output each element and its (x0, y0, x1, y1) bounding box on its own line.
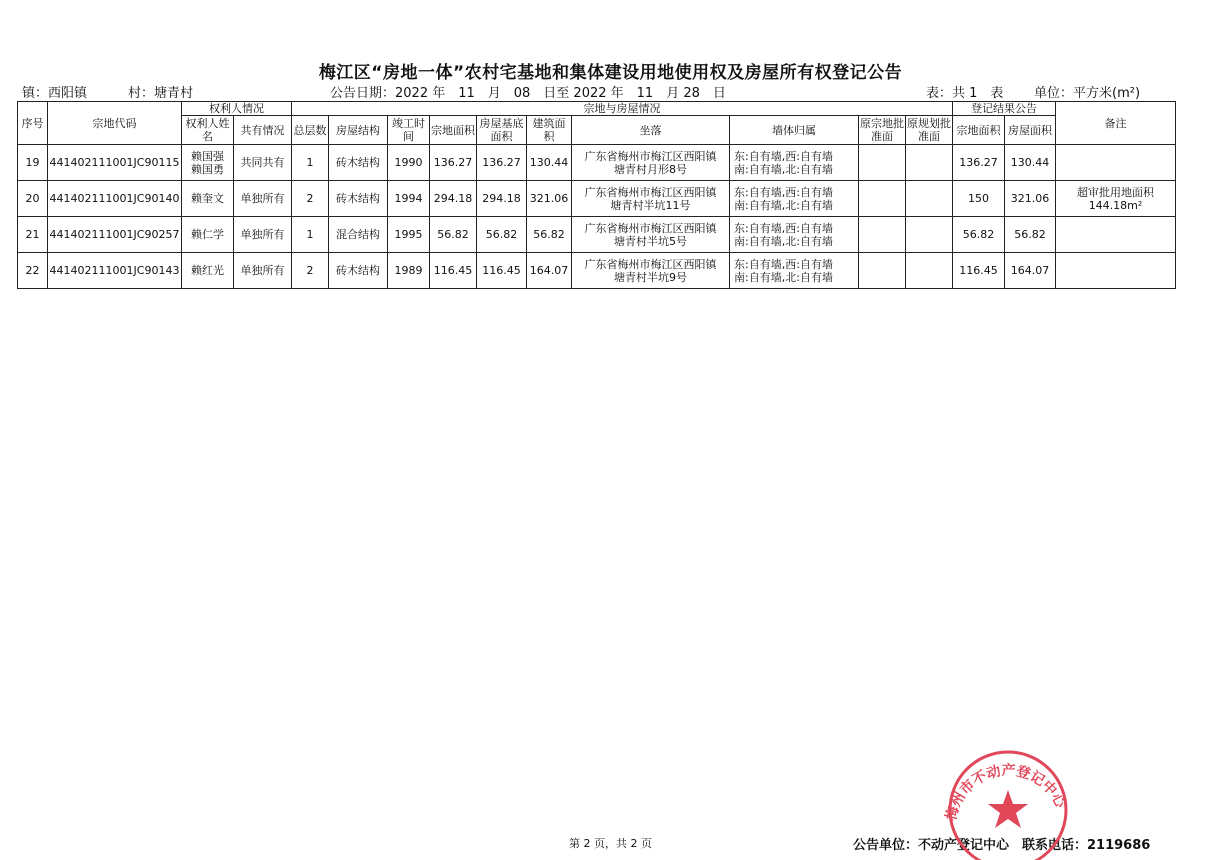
cell-floors: 1 (292, 145, 329, 181)
cell-seq: 19 (18, 145, 48, 181)
town-label: 镇：西阳镇 (22, 86, 88, 101)
cell-walls: 东:自有墙,西:自有墙 南:自有墙,北:自有墙 (730, 145, 859, 181)
cell-result-house: 130.44 (1005, 145, 1056, 181)
cell-base-area: 56.82 (477, 217, 527, 253)
header-walls: 墙体归属 (730, 116, 859, 145)
cell-holder-name: 赖国强 赖国勇 (182, 145, 234, 181)
header-orig-land: 原宗地批准面 (860, 117, 904, 143)
cell-walls: 东:自有墙,西:自有墙 南:自有墙,北:自有墙 (730, 253, 859, 289)
cell-year: 1990 (388, 145, 430, 181)
table-row (18, 181, 1176, 217)
header-base-area: 房屋基底面积 (477, 116, 527, 145)
unit-label: 单位：平方米(m²) (1034, 86, 1141, 101)
header-result-house: 房屋面积 (1005, 116, 1056, 145)
table-header-row-2 (18, 116, 1176, 145)
cell-result-land: 150 (953, 181, 1005, 217)
cell-walls: 东:自有墙,西:自有墙 南:自有墙,北:自有墙 (730, 217, 859, 253)
seal-star-icon (988, 790, 1028, 828)
cell-seq: 21 (18, 217, 48, 253)
header-build-area: 建筑面积 (527, 116, 572, 145)
cell-holder-name: 赖红光 (182, 253, 234, 289)
cell-year: 1989 (388, 253, 430, 289)
cell-year: 1994 (388, 181, 430, 217)
official-seal (933, 740, 1083, 860)
header-parcel-code: 宗地代码 (48, 102, 182, 145)
cell-shared: 单独所有 (234, 253, 292, 289)
cell-seq: 22 (18, 253, 48, 289)
cell-shared: 单独所有 (234, 217, 292, 253)
header-location: 坐落 (572, 116, 730, 145)
header-holder-name: 权利人姓名 (182, 116, 234, 145)
cell-remark (1056, 253, 1176, 289)
header-shared: 共有情况 (234, 116, 292, 145)
issuer-contact: 公告单位：不动产登记中心 联系电话：2119686 (853, 838, 1151, 853)
village-label: 村：塘青村 (128, 86, 194, 101)
cell-build-area: 321.06 (527, 181, 572, 217)
header-group-result: 登记结果公告 (953, 102, 1056, 116)
cell-shared: 单独所有 (234, 181, 292, 217)
cell-structure: 混合结构 (329, 217, 388, 253)
table-row (18, 253, 1176, 289)
cell-parcel-code: 441402111001JC90140 (48, 181, 182, 217)
cell-location: 广东省梅州市梅江区西阳镇 塘青村月形8号 (572, 145, 730, 181)
cell-parcel-code: 441402111001JC90115 (48, 145, 182, 181)
cell-walls: 东:自有墙,西:自有墙 南:自有墙,北:自有墙 (730, 181, 859, 217)
cell-seq: 20 (18, 181, 48, 217)
header-group-rights-holder: 权利人情况 (182, 102, 292, 116)
cell-land-area: 56.82 (430, 217, 477, 253)
cell-result-land: 136.27 (953, 145, 1005, 181)
cell-location: 广东省梅州市梅江区西阳镇 塘青村半坑11号 (572, 181, 730, 217)
header-completed: 竣工时间 (388, 116, 430, 145)
cell-land-area: 294.18 (430, 181, 477, 217)
announcement-date: 公告日期：2022 年 11 月 08 日至 2022 年 11 月 28 日 (330, 86, 726, 101)
table-row (18, 217, 1176, 253)
cell-floors: 2 (292, 253, 329, 289)
header-seq: 序号 (18, 102, 48, 145)
cell-build-area: 164.07 (527, 253, 572, 289)
registration-table (17, 101, 1176, 289)
header-structure: 房屋结构 (329, 116, 388, 145)
table-row (18, 145, 1176, 181)
cell-result-house: 56.82 (1005, 217, 1056, 253)
cell-result-land: 56.82 (953, 217, 1005, 253)
cell-remark (1056, 145, 1176, 181)
header-remark: 备注 (1056, 102, 1176, 145)
cell-build-area: 130.44 (527, 145, 572, 181)
cell-orig-land (859, 181, 906, 217)
cell-parcel-code: 441402111001JC90143 (48, 253, 182, 289)
cell-structure: 砖木结构 (329, 145, 388, 181)
cell-holder-name: 赖奎文 (182, 181, 234, 217)
cell-orig-plan (906, 181, 953, 217)
header-result-land: 宗地面积 (953, 116, 1005, 145)
cell-parcel-code: 441402111001JC90257 (48, 217, 182, 253)
cell-structure: 砖木结构 (329, 253, 388, 289)
cell-remark (1056, 217, 1176, 253)
header-group-land-house: 宗地与房屋情况 (292, 102, 953, 116)
cell-orig-plan (906, 253, 953, 289)
cell-holder-name: 赖仁学 (182, 217, 234, 253)
cell-year: 1995 (388, 217, 430, 253)
cell-land-area: 136.27 (430, 145, 477, 181)
cell-location: 广东省梅州市梅江区西阳镇 塘青村半坑9号 (572, 253, 730, 289)
seal-text: 梅州市不动产登记中心 (943, 762, 1069, 823)
cell-result-land: 116.45 (953, 253, 1005, 289)
cell-orig-land (859, 145, 906, 181)
cell-orig-land (859, 253, 906, 289)
table-header-row-1 (18, 102, 1176, 116)
table-count: 表：共 1 表 (926, 86, 1004, 101)
cell-floors: 2 (292, 181, 329, 217)
cell-shared: 共同共有 (234, 145, 292, 181)
page-number: 第 2 页，共 2 页 (569, 837, 652, 850)
cell-land-area: 116.45 (430, 253, 477, 289)
cell-base-area: 116.45 (477, 253, 527, 289)
cell-build-area: 56.82 (527, 217, 572, 253)
cell-structure: 砖木结构 (329, 181, 388, 217)
header-land-area: 宗地面积 (430, 116, 477, 145)
cell-orig-plan (906, 217, 953, 253)
header-orig-plan: 原规划批准面 (907, 117, 951, 143)
cell-result-house: 164.07 (1005, 253, 1056, 289)
cell-remark: 超审批用地面积 144.18m² (1056, 181, 1176, 217)
cell-orig-plan (906, 145, 953, 181)
cell-base-area: 136.27 (477, 145, 527, 181)
cell-result-house: 321.06 (1005, 181, 1056, 217)
cell-base-area: 294.18 (477, 181, 527, 217)
announcement-title: 梅江区“房地一体”农村宅基地和集体建设用地使用权及房屋所有权登记公告 (318, 63, 903, 83)
cell-floors: 1 (292, 217, 329, 253)
header-floors: 总层数 (292, 116, 329, 145)
cell-location: 广东省梅州市梅江区西阳镇 塘青村半坑5号 (572, 217, 730, 253)
cell-orig-land (859, 217, 906, 253)
